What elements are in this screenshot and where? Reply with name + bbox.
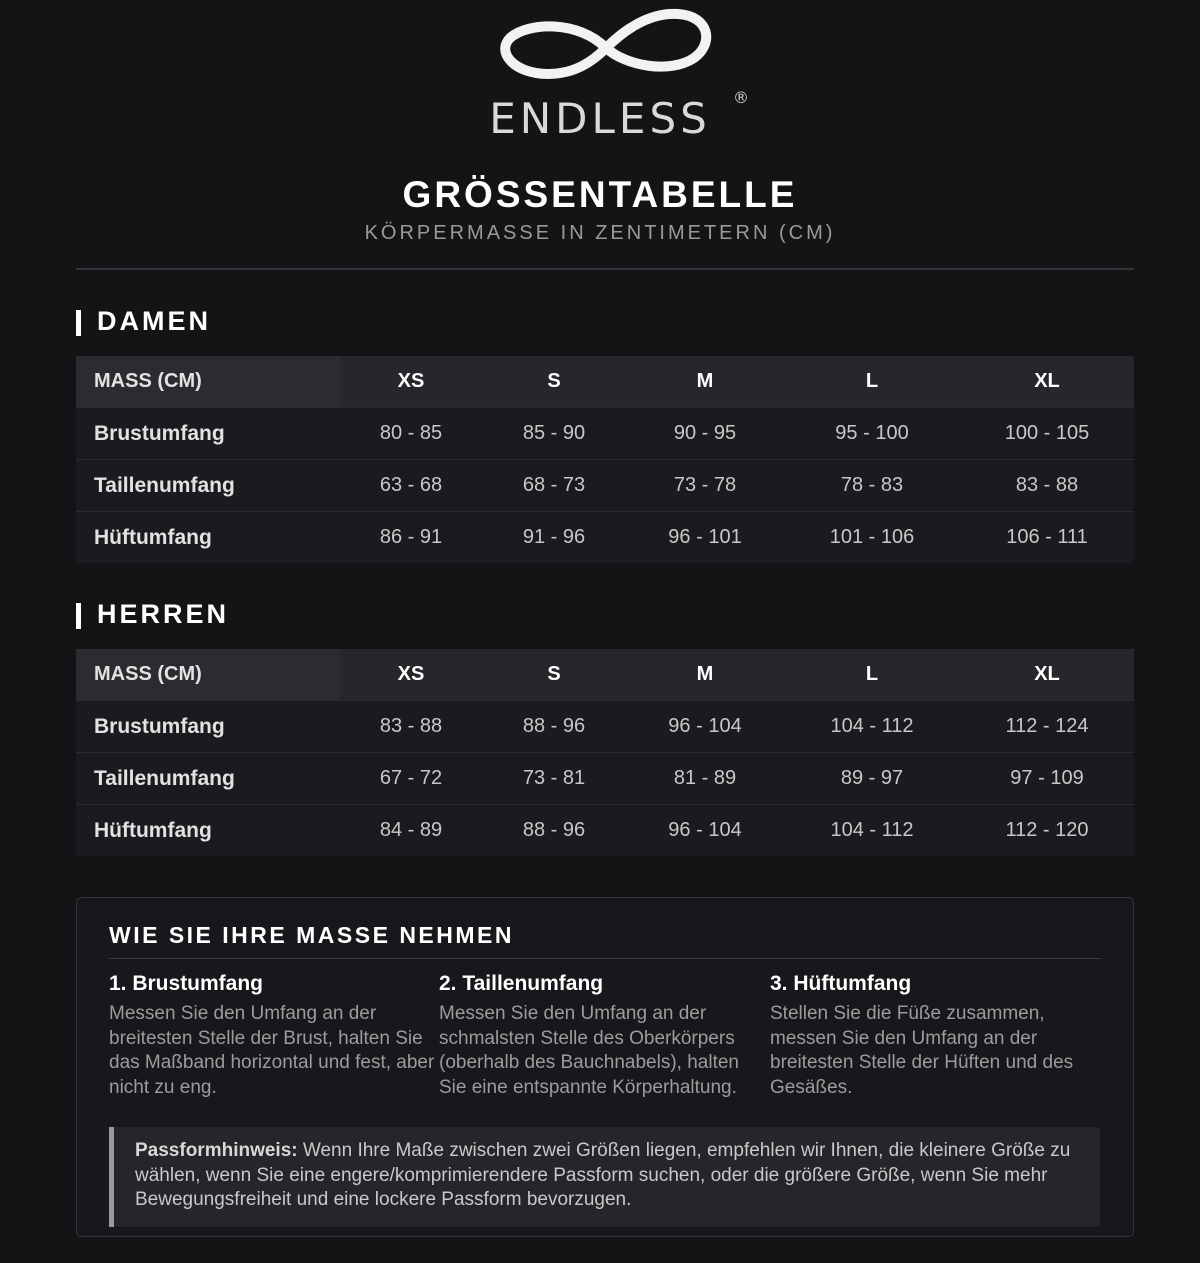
table-cell: 90 - 95: [626, 408, 784, 460]
table-cell: 68 - 73: [482, 460, 626, 512]
infinity-icon: [498, 4, 714, 84]
row-label: Brustumfang: [76, 701, 340, 753]
section-heading-damen: [76, 306, 211, 336]
fit-note-text: [135, 1139, 1090, 1213]
step-title: 2. Taillenumfang: [439, 972, 604, 995]
row-label: Hüftumfang: [94, 525, 212, 549]
section-bar: [76, 310, 81, 336]
table-cell: 97 - 109: [960, 753, 1134, 805]
table-cell: 89 - 97: [784, 753, 960, 805]
table-row: [76, 805, 1134, 857]
table-cell: 78 - 83: [784, 460, 960, 512]
section-heading-herren: [76, 599, 229, 629]
step-waist: [439, 972, 765, 1100]
note-accent-bar: [109, 1127, 114, 1227]
table-header-row: [76, 649, 1134, 701]
table-cell: 88 - 96: [522, 819, 586, 841]
brand-wordmark: ENDLESS: [489, 94, 711, 143]
table-cell: 100 - 105: [960, 408, 1134, 460]
registered-mark: ®: [733, 88, 749, 107]
table-cell: 112 - 124: [960, 701, 1134, 753]
step-text: Messen Sie den Umfang an der breitesten Stelle der Brust, halten Sie das Maßband horizontal und fest, aber nicht zu eng.: [109, 1003, 435, 1098]
size-table-damen: [76, 356, 1134, 563]
table-cell: 112 - 120: [1005, 819, 1089, 841]
step-text: Stellen Sie die Füße zusammen, messen Sie den Umfang an der breitesten Stelle der Hüften und des Gesäßes.: [770, 1003, 1074, 1098]
table-cell: 86 - 91: [379, 526, 443, 548]
column-header: XL: [960, 649, 1134, 701]
step-text: Messen Sie den Umfang an der schmalsten Stelle des Oberkörpers (oberhalb des Bauchnabels), halten Sie eine entspannte Körperhaltung.: [439, 1003, 739, 1098]
column-header: MASS (CM): [76, 649, 340, 701]
table-cell: 81 - 89: [626, 753, 784, 805]
row-label: Taillenumfang: [76, 460, 340, 512]
column-header: L: [784, 649, 960, 701]
fit-note-body: Wenn Ihre Maße zwischen zwei Größen liegen, empfehlen wir Ihnen, die kleinere Größe zu wählen, wenn Sie eine engere/komprimierendere Passform suchen, oder die größere Größe, wenn Sie mehr Bewegungsfreiheit und eine lockere Passform bevorzugen.: [135, 1140, 1071, 1210]
column-header: XS: [340, 649, 482, 701]
table-cell: 84 - 89: [379, 819, 443, 841]
size-table-herren: [76, 649, 1134, 856]
table-row: [76, 753, 1134, 805]
column-header: S: [482, 356, 626, 408]
table-cell: 104 - 112: [784, 701, 960, 753]
page-subtitle: KÖRPERMASSE IN ZENTIMETERN (CM): [364, 222, 836, 244]
column-header: XS: [340, 356, 482, 408]
table-cell: 80 - 85: [340, 408, 482, 460]
row-label: Brustumfang: [76, 408, 340, 460]
section-heading-label: DAMEN: [97, 306, 211, 336]
column-header: M: [626, 356, 784, 408]
fit-note-label: Passformhinweis:: [135, 1140, 298, 1161]
table-cell: 104 - 112: [830, 819, 914, 841]
table-cell: 96 - 104: [626, 701, 784, 753]
measuring-guide-title: WIE SIE IHRE MASSE NEHMEN: [109, 922, 514, 948]
table-cell: 85 - 90: [482, 408, 626, 460]
column-header: S: [482, 649, 626, 701]
guide-divider: [109, 958, 1101, 959]
table-cell: 91 - 96: [522, 526, 586, 548]
fit-note: [109, 1127, 1100, 1227]
step-chest: [109, 972, 435, 1100]
section-bar: [76, 603, 81, 629]
table-cell: 73 - 78: [626, 460, 784, 512]
column-header: L: [784, 356, 960, 408]
table-cell: 73 - 81: [482, 753, 626, 805]
step-title: 1. Brustumfang: [109, 972, 264, 995]
table-header-row: [76, 356, 1134, 408]
table-cell: 96 - 104: [668, 819, 742, 841]
header-divider: [76, 268, 1134, 270]
brand-logo: [0, 0, 1200, 150]
table-cell: 63 - 68: [340, 460, 482, 512]
row-label: Hüftumfang: [94, 818, 212, 842]
page-title: GRÖSSENTABELLE: [402, 174, 798, 215]
table-cell: 88 - 96: [482, 701, 626, 753]
table-row: [76, 408, 1134, 460]
row-label: Taillenumfang: [76, 753, 340, 805]
step-title: 3. Hüftumfang: [770, 972, 912, 995]
table-cell: 96 - 101: [668, 526, 742, 548]
table-row: [76, 512, 1134, 564]
table-cell: 83 - 88: [960, 460, 1134, 512]
table-cell: 101 - 106: [829, 526, 915, 548]
table-cell: 83 - 88: [340, 701, 482, 753]
measuring-guide: [76, 897, 1134, 1237]
table-cell: 95 - 100: [784, 408, 960, 460]
column-header: XL: [960, 356, 1134, 408]
table-cell: 67 - 72: [340, 753, 482, 805]
column-header: MASS (CM): [76, 356, 340, 408]
section-heading-label: HERREN: [97, 599, 230, 629]
table-cell: 106 - 111: [1006, 526, 1088, 548]
table-row: [76, 460, 1134, 512]
table-row: [76, 701, 1134, 753]
step-hip: [770, 972, 1096, 1100]
column-header: M: [626, 649, 784, 701]
